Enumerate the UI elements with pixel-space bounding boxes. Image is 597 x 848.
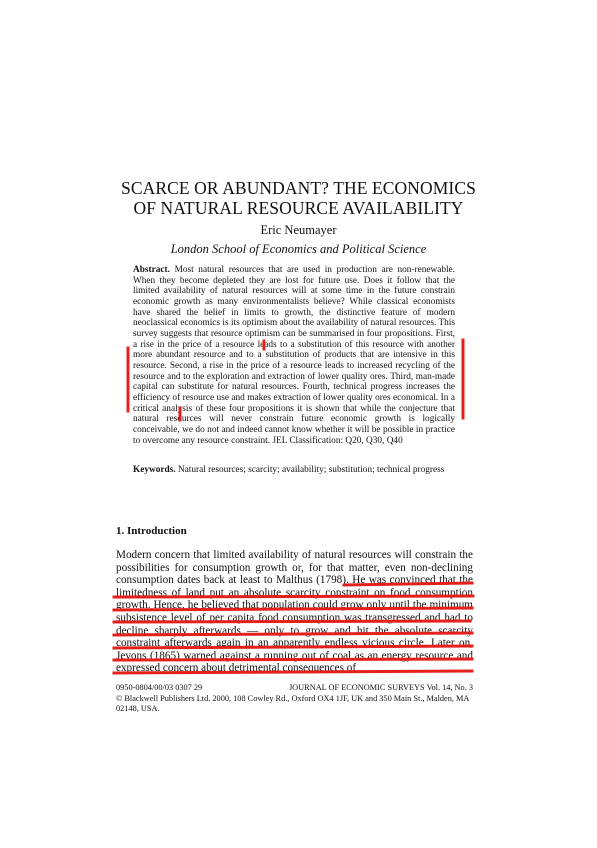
footer-issn: 0950-0804/00/03 0307 29: [116, 683, 203, 692]
keywords-text: Natural resources; scarcity; availability; substitution; technical progress: [177, 465, 445, 475]
intro-paragraph: Modern concern that limited availability of natural resources will constrain the possibilities for consumption growth or, for that matter, even non-declining consumption dates back at least to Malthus (1798). He was convinced that the limitedness of land put an absolute scarcity constraint on food consumption growth. Hence, he believed that population could grow only until the minimum subsistence level of per capita food consumption was transgressed and had to decline sharply afterwards — only to grow and hit the absolute scarcity constraint afterwards again in an apparently endless vicious circle. Later on, Jevons (1865) warned against a running out of coal as an energy resource and expressed concern about detrimental consequences of: [116, 549, 473, 675]
abstract: [133, 265, 455, 446]
footer-journal: JOURNAL OF ECONOMIC SURVEYS Vol. 14, No. 3: [288, 683, 473, 692]
section-heading: 1. Introduction: [116, 525, 187, 537]
author-name: Eric Neumayer: [260, 223, 337, 237]
keywords: [133, 465, 455, 476]
title-line-1: SCARCE OR ABUNDANT? THE ECONOMICS: [121, 178, 476, 198]
keywords-label: Keywords.: [133, 465, 176, 475]
abstract-label: Abstract.: [133, 265, 170, 275]
footer-copyright: © Blackwell Publishers Ltd. 2000, 108 Cowley Rd., Oxford OX4 1JF, UK and 350 Main St., Malden, MA 02148, USA.: [116, 693, 469, 714]
paper-title: [100, 178, 497, 218]
page-footer: [116, 683, 473, 715]
title-line-2: OF NATURAL RESOURCE AVAILABILITY: [133, 198, 464, 218]
abstract-text: Most natural resources that are used in production are non-renewable. When they become depleted they are lost for future use. Does it follow that the limited availability of natural resources will at some time in the future constrain economic growth as many environmentalists believe? While classical economists have shared the belief in limits to growth, the distinctive feature of modern neoclassical economics is its optimism about the availability of natural resources. This survey suggests that resource optimism can be summarised in four propositions. First, a rise in the price of a resource leads to a substitution of this resource with another more abundant resource and to a substitution of products that are intensive in this resource. Second, a rise in the price of a resource leads to increased recycling of the resource and to the exploration and extraction of lower quality ores. Third, man-made capital can substitute for natural resources. Fourth, technical progress increases the efficiency of resource use and makes extraction of lower quality ores economical. In a critical analysis of these four propositions it is shown that while the conjecture that natural resources will never constrain future economic growth is logically conceivable, we do not and indeed cannot know whether it will be possible in practice to overcome any resource constraint. JEL Classification: Q20, Q30, Q40: [133, 265, 456, 446]
author-affiliation: London School of Economics and Political Science: [170, 242, 427, 256]
